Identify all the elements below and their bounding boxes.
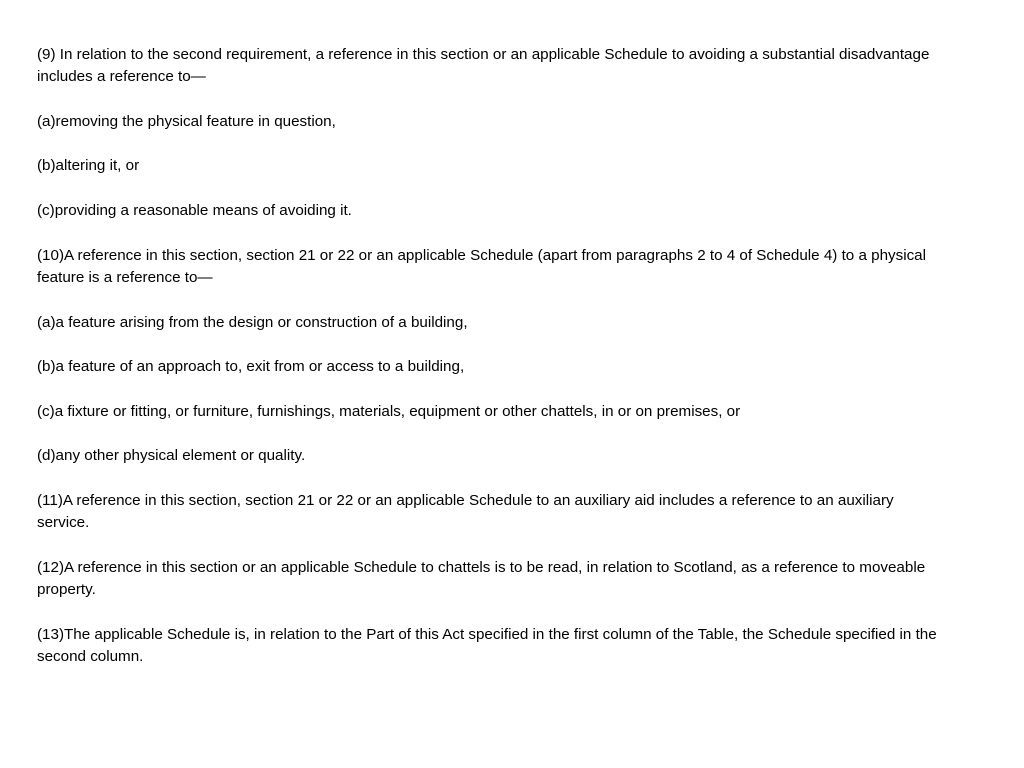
paragraph-9b: (b)altering it, or xyxy=(37,157,140,175)
paragraph-10-intro: (10)A reference in this section, section 21 or 22 or an applicable Schedule (apart from paragraphs 2 to 4 of Schedule 4) to a physical feature is a reference to— xyxy=(37,246,926,286)
legal-text-block xyxy=(37,44,947,691)
paragraph-13: (13)The applicable Schedule is, in relation to the Part of this Act specified in the first column of the Table, the Schedule specified in the second column. xyxy=(37,625,937,666)
paragraph-10b: (b)a feature of an approach to, exit from or access to a building, xyxy=(37,358,465,376)
paragraph-9a: (a)removing the physical feature in question, xyxy=(37,112,336,130)
paragraph-10d: (d)any other physical element or quality. xyxy=(37,447,306,465)
paragraph-12: (12)A reference in this section or an applicable Schedule to chattels is to be read, in relation to Scotland, as a reference to moveable property. xyxy=(37,558,926,599)
paragraph-10c: (c)a fixture or fitting, or furniture, furnishings, materials, equipment or other chattels, in or on premises, or xyxy=(37,402,741,420)
paragraph-9c: (c)providing a reasonable means of avoiding it. xyxy=(37,202,352,220)
paragraph-11: (11)A reference in this section, section 21 or 22 or an applicable Schedule to an auxiliary aid includes a reference to an auxiliary service. xyxy=(37,491,894,532)
paragraph-10a: (a)a feature arising from the design or construction of a building, xyxy=(37,313,468,331)
paragraph-9-intro: (9) In relation to the second requirement, a reference in this section or an applicable Schedule to avoiding a substantial disadvantage includes a reference to— xyxy=(37,46,930,86)
